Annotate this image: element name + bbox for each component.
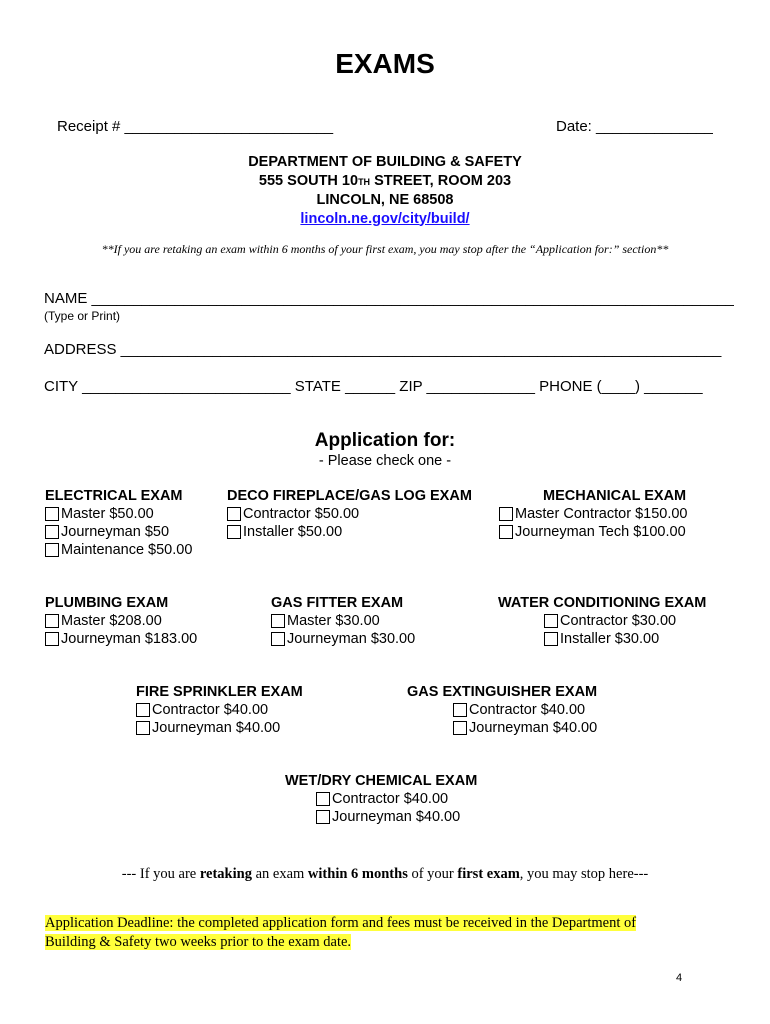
exam-option[interactable]: Installer $50.00 <box>227 523 472 541</box>
exam-option[interactable]: Contractor $40.00 <box>285 790 477 808</box>
street-address: 555 SOUTH 10TH STREET, ROOM 203 <box>258 172 512 189</box>
checkbox[interactable] <box>544 614 558 628</box>
gas-extinguisher-exam-group <box>407 683 597 737</box>
wet-dry-chemical-exam-group <box>285 772 477 826</box>
receipt-blank[interactable]: _________________________ <box>124 118 334 135</box>
checkbox[interactable] <box>45 543 59 557</box>
checkbox[interactable] <box>499 525 513 539</box>
deco-fireplace-exam-group <box>227 487 472 541</box>
date-label: Date: <box>556 118 592 135</box>
exam-option[interactable]: Journeyman $30.00 <box>271 630 415 648</box>
department-address <box>0 153 770 228</box>
page-number: 4 <box>676 972 683 984</box>
gas-fitter-exam-title: GAS FITTER EXAM <box>271 595 404 611</box>
receipt-field[interactable] <box>57 118 333 135</box>
exam-option[interactable]: Master $30.00 <box>271 612 415 630</box>
exam-option[interactable]: Contractor $30.00 <box>498 612 706 630</box>
exam-option[interactable]: Installer $30.00 <box>498 630 706 648</box>
fire-sprinkler-exam-title: FIRE SPRINKLER EXAM <box>136 684 303 700</box>
date-field[interactable] <box>556 118 713 135</box>
city-state-zip-phone-field[interactable]: CITY _________________________ STATE ______ ZIP _____________ PHONE (____) _______ <box>44 378 703 395</box>
exam-option[interactable]: Maintenance $50.00 <box>45 541 192 559</box>
gas-extinguisher-exam-title: GAS EXTINGUISHER EXAM <box>407 684 598 700</box>
address-field[interactable]: ADDRESS ________________________________________________________________________ <box>44 341 722 358</box>
checkbox[interactable] <box>453 703 467 717</box>
exam-option[interactable]: Journeyman Tech $100.00 <box>499 523 687 541</box>
deco-exam-title: DECO FIREPLACE/GAS LOG EXAM <box>227 488 472 504</box>
exam-option[interactable]: Journeyman $50 <box>45 523 192 541</box>
mechanical-exam-title: MECHANICAL EXAM <box>543 488 687 504</box>
checkbox[interactable] <box>316 810 330 824</box>
application-title: Application for: <box>314 430 456 451</box>
checkbox[interactable] <box>316 792 330 806</box>
department-name: DEPARTMENT OF BUILDING & SAFETY <box>248 154 522 170</box>
application-subtitle: - Please check one - <box>318 453 452 469</box>
checkbox[interactable] <box>544 632 558 646</box>
exam-option[interactable]: Journeyman $40.00 <box>407 719 597 737</box>
checkbox[interactable] <box>453 721 467 735</box>
checkbox[interactable] <box>136 721 150 735</box>
exam-option[interactable]: Contractor $50.00 <box>227 505 472 523</box>
checkbox[interactable] <box>45 614 59 628</box>
electrical-exam-title: ELECTRICAL EXAM <box>45 488 183 504</box>
checkbox[interactable] <box>271 614 285 628</box>
wet-dry-exam-title: WET/DRY CHEMICAL EXAM <box>285 773 478 789</box>
checkbox[interactable] <box>136 703 150 717</box>
electrical-exam-group <box>45 487 192 559</box>
exam-option[interactable]: Journeyman $183.00 <box>45 630 197 648</box>
checkbox[interactable] <box>45 632 59 646</box>
checkbox[interactable] <box>227 525 241 539</box>
website-link[interactable]: lincoln.ne.gov/city/build/ <box>300 210 470 227</box>
checkbox[interactable] <box>227 507 241 521</box>
checkbox[interactable] <box>271 632 285 646</box>
date-blank[interactable]: ______________ <box>596 118 713 135</box>
exam-option[interactable]: Master $50.00 <box>45 505 192 523</box>
plumbing-exam-title: PLUMBING EXAM <box>45 595 169 611</box>
receipt-label: Receipt # <box>57 118 121 135</box>
page-title: EXAMS <box>335 48 435 79</box>
fire-sprinkler-exam-group <box>136 683 303 737</box>
retake-note: **If you are retaking an exam within 6 months of your first exam, you may stop after the “Application for:” section** <box>101 242 669 256</box>
stop-here-note: --- If you are retaking an exam within 6 months of your first exam, you may stop here--- <box>121 866 649 882</box>
checkbox[interactable] <box>499 507 513 521</box>
city-state-zip: LINCOLN, NE 68508 <box>316 192 454 208</box>
exam-option[interactable]: Contractor $40.00 <box>136 701 303 719</box>
water-exam-title: WATER CONDITIONING EXAM <box>498 595 707 611</box>
mechanical-exam-group <box>499 487 687 541</box>
checkbox[interactable] <box>45 507 59 521</box>
gas-fitter-exam-group <box>271 594 415 648</box>
exam-option[interactable]: Journeyman $40.00 <box>136 719 303 737</box>
water-conditioning-exam-group <box>498 594 706 648</box>
exam-option[interactable]: Contractor $40.00 <box>407 701 597 719</box>
name-hint: (Type or Print) <box>44 309 121 323</box>
name-field[interactable]: NAME _____________________________________________________________________________ <box>44 290 734 307</box>
exam-option[interactable]: Master Contractor $150.00 <box>499 505 687 523</box>
deadline-notice: Application Deadline: the completed application form and fees must be received in the Department of Building & Safety two weeks prior to the exam date. <box>45 915 637 950</box>
exam-option[interactable]: Master $208.00 <box>45 612 197 630</box>
checkbox[interactable] <box>45 525 59 539</box>
plumbing-exam-group <box>45 594 197 648</box>
exam-option[interactable]: Journeyman $40.00 <box>285 808 477 826</box>
